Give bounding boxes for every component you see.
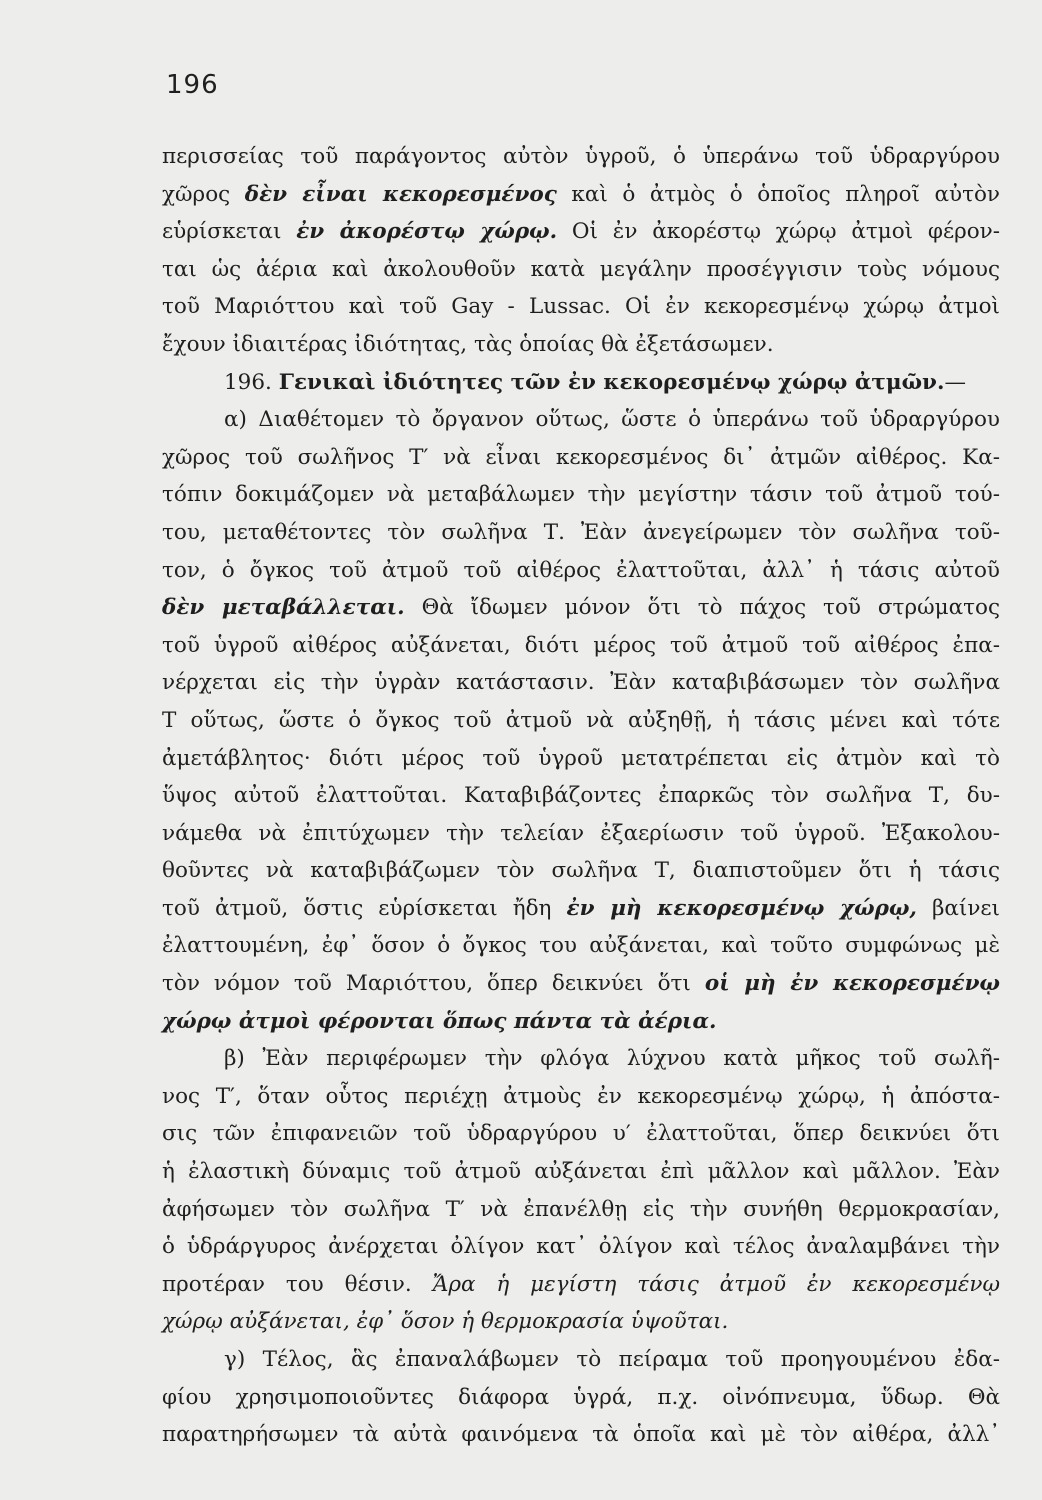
text-segment: ἐλαττουμένη, ἐφ᾽ ὅσον ὁ ὄγκος του αὐξάνεται, καὶ τοῦτο συμφώνως μὲ bbox=[162, 933, 1000, 959]
text-line bbox=[162, 176, 1000, 214]
emphasized-text: δὲν εἶναι κεκορεσμένος bbox=[244, 181, 557, 207]
text-line bbox=[162, 740, 1000, 778]
text-line bbox=[162, 1416, 1000, 1454]
text-line bbox=[162, 138, 1000, 176]
text-segment: τοῦ Μαριόττου καὶ τοῦ Gay - Lussac. Οἱ ἐν κεκορεσμένῳ χώρῳ ἀτμοὶ bbox=[162, 294, 1000, 320]
text-line bbox=[162, 815, 1000, 853]
text-segment: παρατηρήσωμεν τὰ αὐτὰ φαινόμενα τὰ ὁποῖα καὶ μὲ τὸν αἰθέρα, ἀλλ᾽ bbox=[162, 1422, 1000, 1448]
text-segment: σις τῶν ἐπιφανειῶν τοῦ ὑδραργύρου υ′ ἐλαττοῦται, ὅπερ δεικνύει ὅτι bbox=[162, 1121, 1000, 1147]
text-segment: Τ οὕτως, ὥστε ὁ ὄγκος τοῦ ἀτμοῦ νὰ αὐξηθῇ, ἡ τάσις μένει καὶ τότε bbox=[162, 707, 1000, 733]
text-segment: περισσείας τοῦ παράγοντος αὐτὸν ὑγροῦ, ὁ ὑπεράνω τοῦ ὑδραργύρου bbox=[162, 144, 1000, 169]
text-segment: 196. bbox=[224, 369, 279, 395]
text-line bbox=[162, 1078, 1000, 1116]
text-segment: προτέραν του θέσιν. bbox=[162, 1271, 433, 1297]
text-segment: νάμεθα νὰ ἐπιτύχωμεν τὴν τελείαν ἐξαερίωσιν τοῦ ὑγροῦ. Ἐξακολου- bbox=[162, 820, 1000, 846]
emphasized-text: χώρῳ αὐξάνεται, ἐφ᾽ ὅσον ἡ θερμοκρασία ὑψοῦται. bbox=[162, 1309, 729, 1335]
text-line bbox=[162, 476, 1000, 514]
page-number: 196 bbox=[166, 70, 219, 100]
text-segment: του, μεταθέτοντες τὸν σωλῆνα Τ. Ἐὰν ἀνεγείρωμεν τὸν σωλῆνα τοῦ- bbox=[162, 519, 1000, 545]
text-line bbox=[162, 439, 1000, 477]
text-line bbox=[162, 589, 1000, 627]
text-segment: ἀφήσωμεν τὸν σωλῆνα Τ′ νὰ ἐπανέλθῃ εἰς τὴν συνήθη θερμοκρασίαν, bbox=[162, 1196, 1000, 1222]
text-segment: τοῦ ὑγροῦ αἰθέρος αὐξάνεται, διότι μέρος τοῦ ἀτμοῦ τοῦ αἰθέρος ἐπα- bbox=[162, 632, 1000, 658]
text-line bbox=[162, 664, 1000, 702]
text-line bbox=[162, 1003, 1000, 1041]
text-line bbox=[162, 1341, 1000, 1379]
text-segment: Οἱ ἐν ἀκορέστῳ χώρῳ ἀτμοὶ φέρον- bbox=[557, 219, 1000, 245]
text-segment: εὑρίσκεται bbox=[162, 219, 297, 245]
text-line bbox=[162, 1266, 1000, 1304]
text-segment: γ) Τέλος, ἃς ἐπαναλάβωμεν τὸ πείραμα τοῦ προηγουμένου ἐδα- bbox=[224, 1347, 1000, 1372]
text-segment: βαίνει bbox=[916, 895, 1000, 921]
text-line bbox=[162, 777, 1000, 815]
text-segment: τον, ὁ ὄγκος τοῦ ἀτμοῦ τοῦ αἰθέρος ἐλαττοῦται, ἀλλ᾽ ἡ τάσις αὐτοῦ bbox=[162, 557, 1000, 583]
text-segment: ὁ ὑδράργυρος ἀνέρχεται ὀλίγον κατ᾽ ὀλίγον καὶ τέλος ἀναλαμβάνει τὴν bbox=[162, 1234, 1000, 1260]
text-line bbox=[162, 364, 1000, 402]
text-line bbox=[162, 890, 1000, 928]
text-line bbox=[162, 1153, 1000, 1191]
text-line bbox=[162, 627, 1000, 665]
text-line bbox=[162, 1379, 1000, 1417]
text-segment: ἀμετάβλητος· διότι μέρος τοῦ ὑγροῦ μετατρέπεται εἰς ἀτμὸν καὶ τὸ bbox=[162, 745, 1000, 771]
emphasized-text: ἐν ἀκορέστῳ χώρῳ. bbox=[296, 219, 558, 245]
text-segment: ἔχουν ἰδιαιτέρας ἰδιότητας, τὰς ὁποίας θὰ ἐξετάσωμεν. bbox=[162, 331, 774, 357]
text-segment: θοῦντες νὰ καταβιβάζωμεν τὸν σωλῆνα Τ, διαπιστοῦμεν ὅτι ἡ τάσις bbox=[162, 858, 1000, 884]
text-line bbox=[162, 1191, 1000, 1229]
text-segment: — bbox=[944, 369, 966, 395]
text-line bbox=[162, 852, 1000, 890]
text-line bbox=[162, 251, 1000, 289]
emphasized-text: Γενικαὶ ἰδιότητες τῶν ἐν κεκορεσμένῳ χώρῳ ἀτμῶν. bbox=[278, 369, 945, 395]
text-line bbox=[162, 213, 1000, 251]
text-line bbox=[162, 288, 1000, 326]
text-line bbox=[162, 927, 1000, 965]
text-segment: β) Ἐὰν περιφέρωμεν τὴν φλόγα λύχνου κατὰ μῆκος τοῦ σωλῆ- bbox=[224, 1046, 1000, 1072]
text-segment: τοῦ ἀτμοῦ, ὅστις εὑρίσκεται ἤδη bbox=[162, 895, 567, 921]
text-segment: καὶ ὁ ἀτμὸς ὁ ὁποῖος πληροῖ αὐτὸν bbox=[556, 181, 1000, 207]
text-segment: ὕψος αὐτοῦ ἐλαττοῦται. Καταβιβάζοντες ἐπαρκῶς τὸν σωλῆνα Τ, δυ- bbox=[162, 783, 1000, 809]
text-line bbox=[162, 702, 1000, 740]
emphasized-text: οἱ μὴ ἐν κεκορεσμένῳ bbox=[704, 971, 1000, 997]
text-line bbox=[162, 965, 1000, 1003]
text-segment: χῶρος bbox=[162, 181, 245, 207]
text-line bbox=[162, 1228, 1000, 1266]
text-segment: χῶρος τοῦ σωλῆνος Τ′ νὰ εἶναι κεκορεσμένος δι᾽ ἀτμῶν αἰθέρος. Κα- bbox=[162, 444, 1000, 470]
text-line bbox=[162, 1303, 1000, 1341]
body-text bbox=[162, 138, 1000, 1454]
text-segment: α) Διαθέτομεν τὸ ὄργανον οὕτως, ὥστε ὁ ὑπεράνω τοῦ ὑδραργύρου bbox=[224, 407, 1000, 433]
emphasized-text: Ἄρα ἡ μεγίστη τάσις ἀτμοῦ ἐν κεκορεσμένῳ bbox=[432, 1271, 1000, 1297]
text-line bbox=[162, 401, 1000, 439]
emphasized-text: ἐν μὴ κεκορεσμένῳ χώρῳ, bbox=[566, 895, 917, 921]
emphasized-text: δὲν μεταβάλλεται. bbox=[162, 595, 405, 621]
text-segment: νέρχεται εἰς τὴν ὑγρὰν κατάστασιν. Ἐὰν καταβιβάσωμεν τὸν σωλῆνα bbox=[162, 670, 1000, 696]
text-line bbox=[162, 1115, 1000, 1153]
text-segment: Θὰ ἴδωμεν μόνον ὅτι τὸ πάχος τοῦ στρώματος bbox=[404, 595, 1000, 621]
emphasized-text: χώρῳ ἀτμοὶ φέρονται ὅπως πάντα τὰ ἀέρια. bbox=[162, 1008, 717, 1034]
text-line bbox=[162, 326, 1000, 364]
text-segment: νος Τ′, ὅταν οὗτος περιέχῃ ἀτμοὺς ἐν κεκορεσμένῳ χώρῳ, ἡ ἀπόστα- bbox=[162, 1083, 1000, 1109]
text-segment: ται ὡς ἀέρια καὶ ἀκολουθοῦν κατὰ μεγάλην προσέγγισιν τοὺς νόμους bbox=[162, 256, 1000, 282]
text-line bbox=[162, 552, 1000, 590]
text-segment: φίου χρησιμοποιοῦντες διάφορα ὑγρά, π.χ. οἰνόπνευμα, ὕδωρ. Θὰ bbox=[162, 1384, 1000, 1410]
text-segment: τόπιν δοκιμάζομεν νὰ μεταβάλωμεν τὴν μεγίστην τάσιν τοῦ ἀτμοῦ τού- bbox=[162, 482, 1000, 508]
text-line bbox=[162, 514, 1000, 552]
text-line bbox=[162, 1040, 1000, 1078]
text-segment: ἡ ἐλαστικὴ δύναμις τοῦ ἀτμοῦ αὐξάνεται ἐπὶ μᾶλλον καὶ μᾶλλον. Ἐὰν bbox=[162, 1159, 1000, 1185]
text-segment: τὸν νόμον τοῦ Μαριόττου, ὅπερ δεικνύει ὅτι bbox=[162, 971, 705, 997]
